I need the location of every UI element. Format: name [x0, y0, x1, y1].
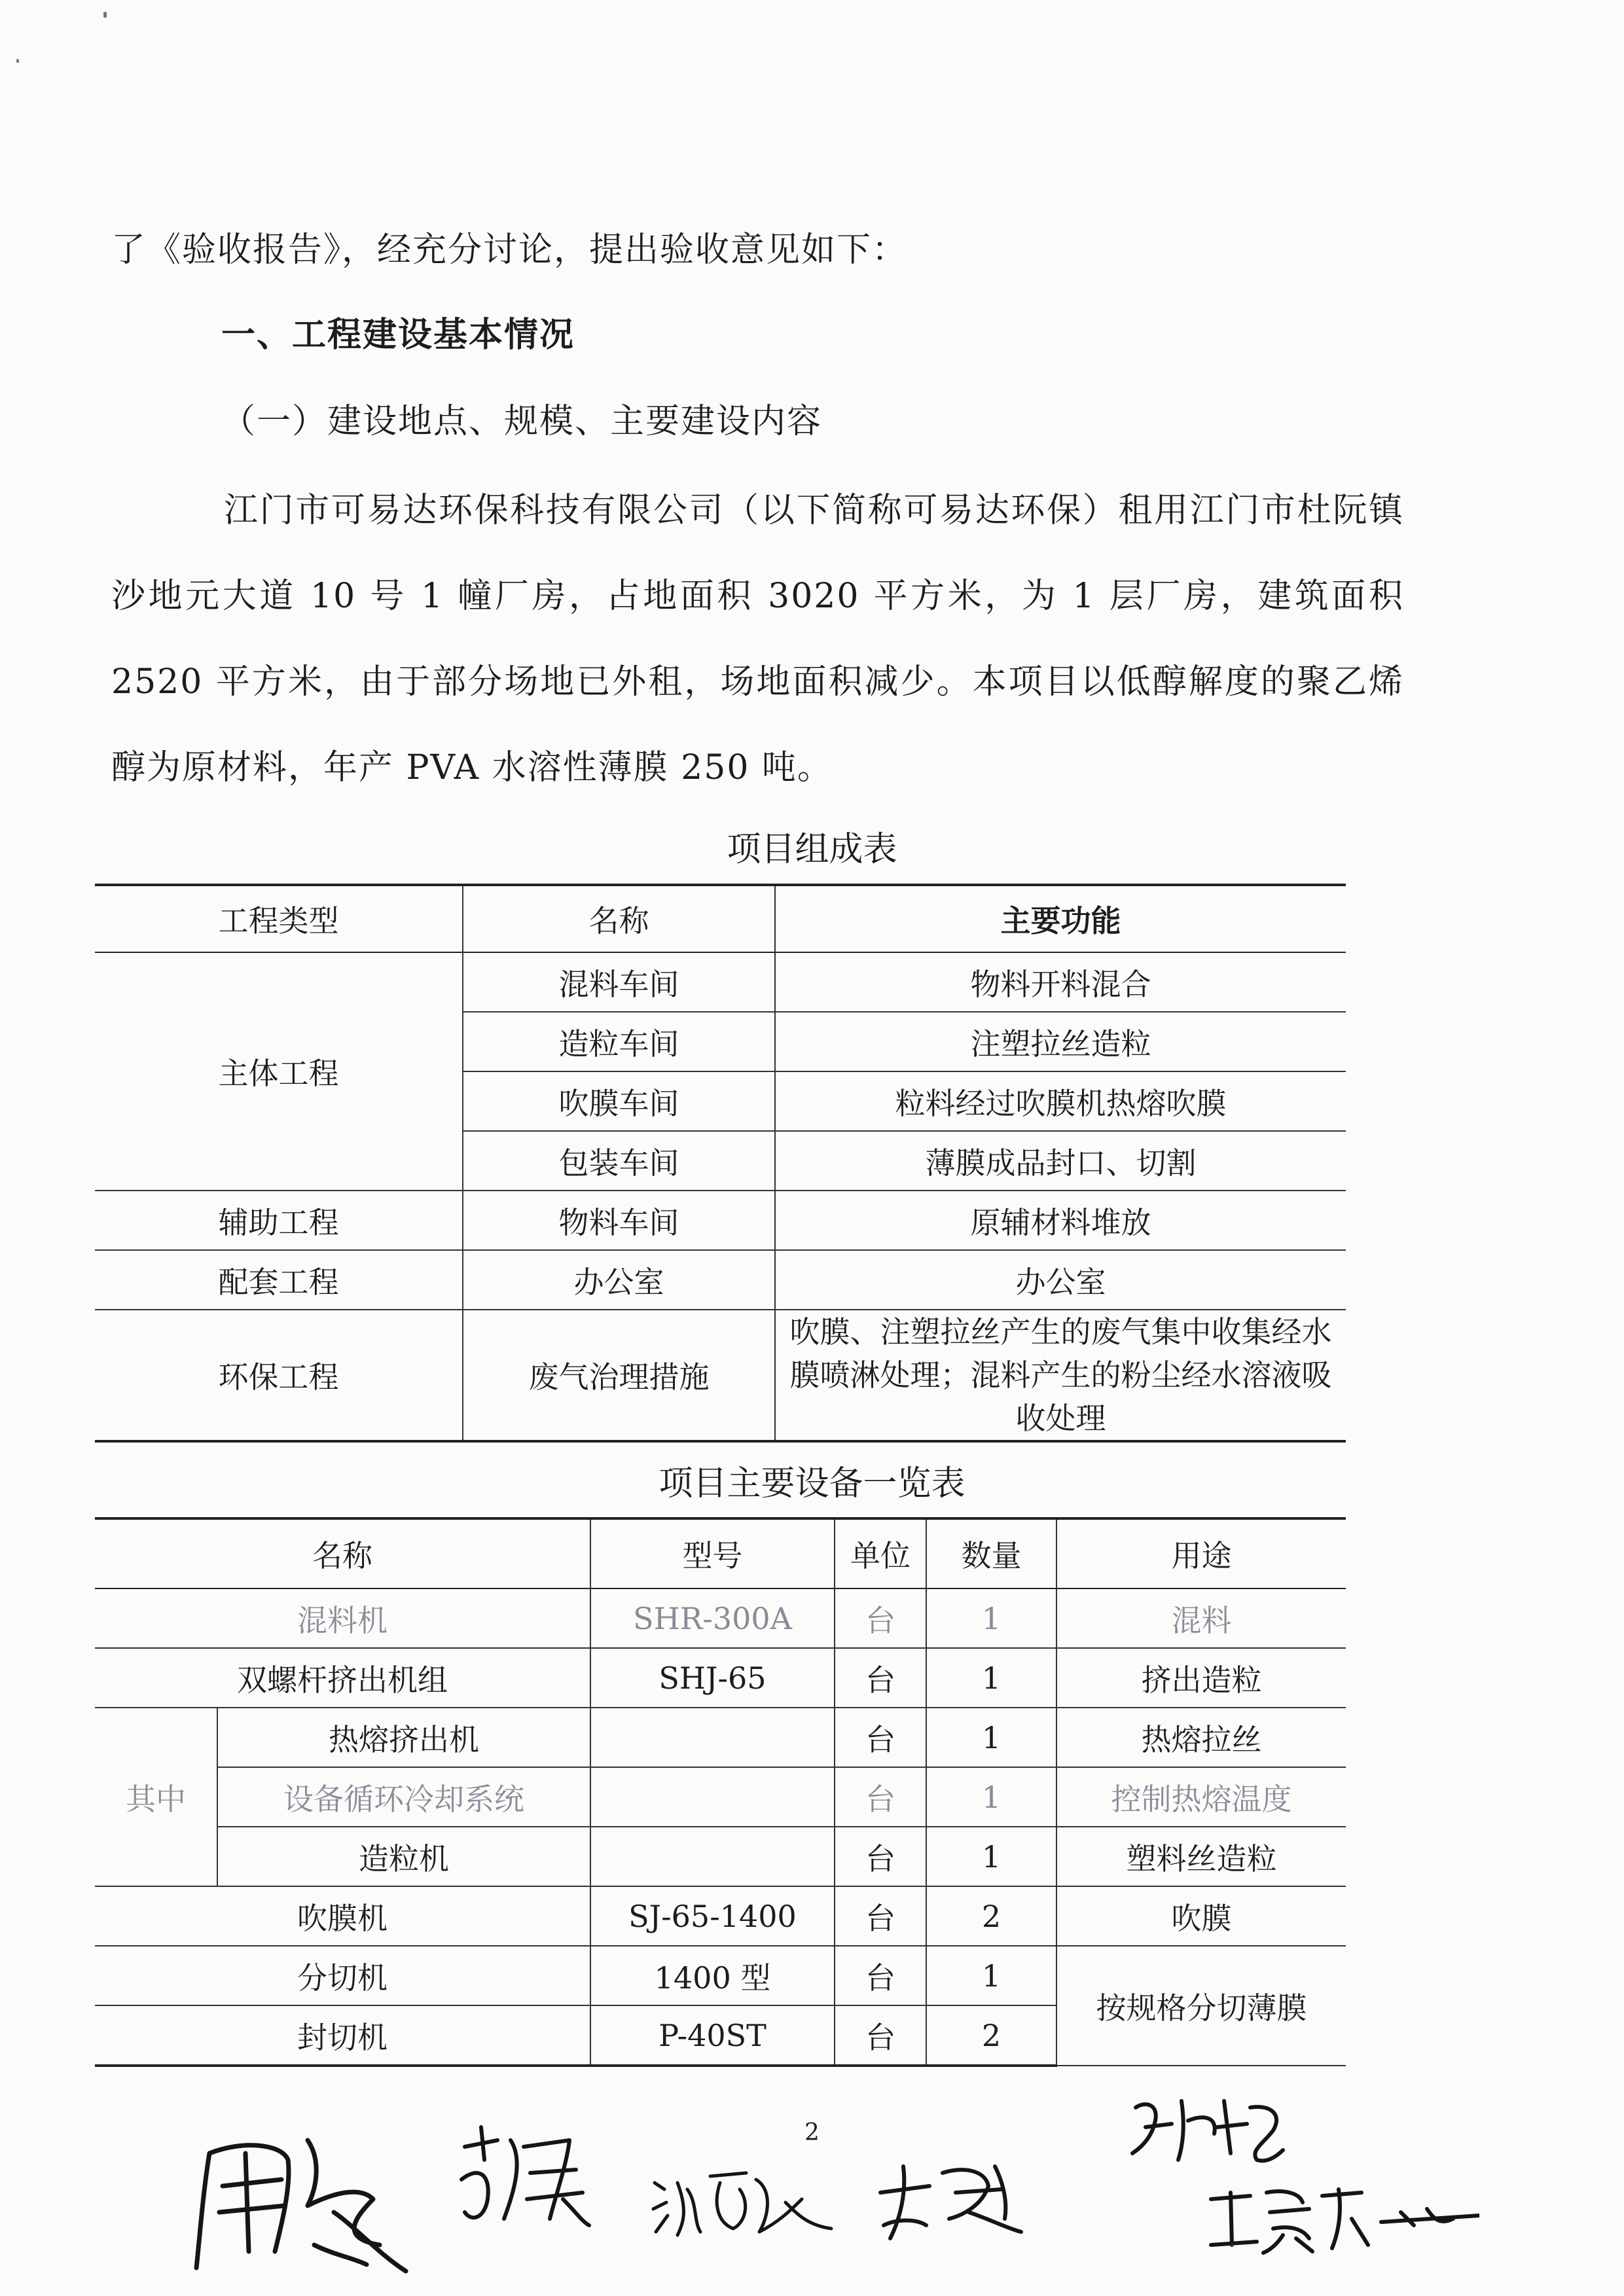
unit-cell: 台 [835, 1827, 926, 1886]
equipment-name-cell: 设备循环冷却系统 [217, 1767, 590, 1827]
subsection-heading: （一）建设地点、规模、主要建设内容 [221, 402, 823, 441]
table-row [95, 1310, 1346, 1441]
use-cell: 塑料丝造粒 [1056, 1827, 1346, 1886]
handwritten-signature [452, 2121, 596, 2232]
name-cell: 吹膜车间 [463, 1071, 775, 1131]
table-row [95, 952, 1346, 1012]
table-row [95, 1708, 1346, 1767]
table-row [95, 1946, 1346, 2005]
table-caption-composition: 项目组成表 [727, 830, 897, 869]
unit-cell: 台 [835, 1708, 926, 1767]
use-cell: 挤出造粒 [1056, 1648, 1346, 1708]
equipment-list-table [95, 1517, 1346, 2067]
model-cell [590, 1708, 835, 1767]
column-header: 名称 [463, 885, 775, 952]
column-header: 数量 [926, 1518, 1056, 1588]
name-cell: 废气治理措施 [463, 1310, 775, 1441]
engineering-type-cell: 主体工程 [95, 952, 463, 1191]
function-cell: 吹膜、注塑拉丝产生的废气集中收集经水膜喷淋处理；混料产生的粉尘经水溶液吸收处理 [775, 1310, 1346, 1441]
name-cell: 混料车间 [463, 952, 775, 1012]
function-cell: 注塑拉丝造粒 [775, 1012, 1346, 1071]
table-row [95, 1250, 1346, 1310]
equipment-name-cell: 吹膜机 [95, 1886, 590, 1946]
function-cell: 薄膜成品封口、切割 [775, 1131, 1346, 1191]
quantity-cell: 1 [926, 1588, 1056, 1648]
equipment-name-cell: 混料机 [95, 1588, 590, 1648]
quantity-cell: 2 [926, 2005, 1056, 2066]
model-cell: 1400 型 [590, 1946, 835, 2005]
model-cell: SJ-65-1400 [590, 1886, 835, 1946]
unit-cell: 台 [835, 1886, 926, 1946]
model-cell [590, 1767, 835, 1827]
equipment-name-cell: 封切机 [95, 2005, 590, 2066]
quantity-cell: 1 [926, 1648, 1056, 1708]
use-cell: 热熔拉丝 [1056, 1708, 1346, 1767]
name-cell: 包装车间 [463, 1131, 775, 1191]
column-header: 工程类型 [95, 885, 463, 952]
quantity-cell: 1 [926, 1827, 1056, 1886]
name-cell: 造粒车间 [463, 1012, 775, 1071]
table-row [95, 1886, 1346, 1946]
column-header: 名称 [95, 1518, 590, 1588]
use-cell: 吹膜 [1056, 1886, 1346, 1946]
unit-cell: 台 [835, 2005, 926, 2066]
model-cell: SHJ-65 [590, 1648, 835, 1708]
use-cell: 控制热熔温度 [1056, 1767, 1346, 1827]
column-header: 型号 [590, 1518, 835, 1588]
quantity-cell: 1 [926, 1946, 1056, 2005]
handwritten-signature [871, 2153, 1028, 2245]
table-row [95, 1827, 1346, 1886]
name-cell: 物料车间 [463, 1191, 775, 1250]
quantity-cell: 2 [926, 1886, 1056, 1946]
scan-speck [103, 12, 107, 18]
name-cell: 办公室 [463, 1250, 775, 1310]
equipment-name-cell: 分切机 [95, 1946, 590, 2005]
engineering-type-cell: 辅助工程 [95, 1191, 463, 1250]
equipment-name-cell: 双螺杆挤出机组 [95, 1648, 590, 1708]
table-row [95, 1648, 1346, 1708]
column-header: 单位 [835, 1518, 926, 1588]
function-cell: 粒料经过吹膜机热熔吹膜 [775, 1071, 1346, 1131]
column-header: 主要功能 [775, 885, 1346, 952]
function-cell: 办公室 [775, 1250, 1346, 1310]
handwritten-signature [1126, 2088, 1290, 2166]
table-row [95, 1588, 1346, 1648]
model-cell: SHR-300A [590, 1588, 835, 1648]
function-cell: 物料开料混合 [775, 952, 1346, 1012]
unit-cell: 台 [835, 1946, 926, 2005]
table-row [95, 1767, 1346, 1827]
section-heading: 一、工程建设基本情况 [221, 315, 575, 355]
unit-cell: 台 [835, 1767, 926, 1827]
sub-item-label-cell: 其中 [95, 1708, 217, 1886]
use-cell: 混料 [1056, 1588, 1346, 1648]
function-cell: 原辅材料堆放 [775, 1191, 1346, 1250]
paragraph-continuation: 了《验收报告》，经充分讨论，提出验收意见如下： [111, 230, 908, 270]
model-cell [590, 1827, 835, 1886]
handwritten-signature [1204, 2173, 1479, 2258]
quantity-cell: 1 [926, 1767, 1056, 1827]
equipment-name-cell: 热熔挤出机 [217, 1708, 590, 1767]
engineering-type-cell: 配套工程 [95, 1250, 463, 1310]
table-row [95, 1191, 1346, 1250]
table-caption-equipment: 项目主要设备一览表 [659, 1464, 965, 1503]
engineering-type-cell: 环保工程 [95, 1310, 463, 1441]
equipment-name-cell: 造粒机 [217, 1827, 590, 1886]
handwritten-signature [183, 2114, 432, 2278]
quantity-cell: 1 [926, 1708, 1056, 1767]
page-number: 2 [804, 2119, 820, 2146]
handwritten-signature [648, 2163, 838, 2242]
unit-cell: 台 [835, 1648, 926, 1708]
unit-cell: 台 [835, 1588, 926, 1648]
use-cell: 按规格分切薄膜 [1056, 1946, 1346, 2066]
body-paragraph: 江门市可易达环保科技有限公司（以下简称可易达环保）租用江门市杜阮镇沙地元大道 10 号 1 幢厂房，占地面积 3020 平方米，为 1 层厂房，建筑面积 2520 平方米，由于部分场地已外租，场地面积减少。本项目以低醇解度的聚乙烯醇为原材料，年产 PVA 水溶性薄膜 250 吨。 [111, 491, 1404, 787]
project-composition-table [95, 884, 1346, 1443]
model-cell: P-40ST [590, 2005, 835, 2066]
column-header: 用途 [1056, 1518, 1346, 1588]
scan-speck [16, 59, 19, 63]
